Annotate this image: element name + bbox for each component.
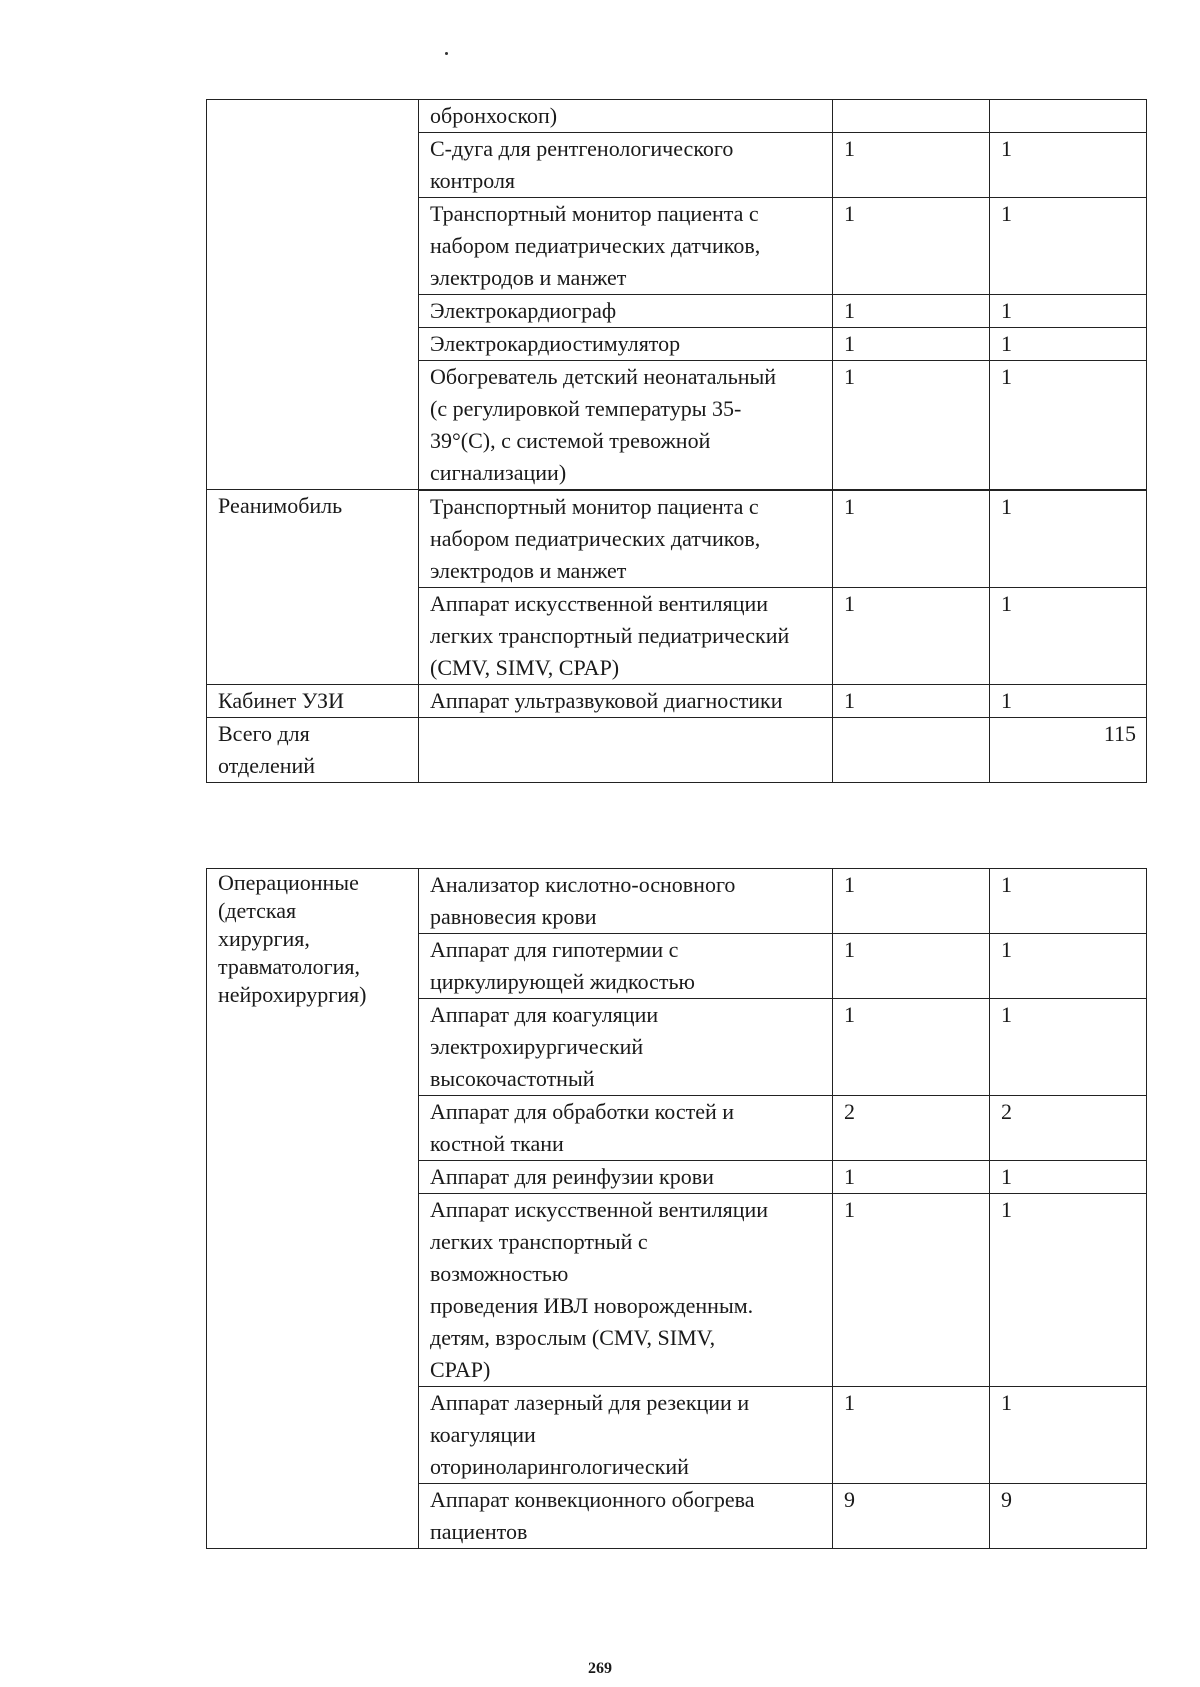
quantity-available-cell: 1 <box>990 133 1147 198</box>
quantity-available-cell: 1 <box>990 361 1147 490</box>
quantity-available-cell: 1 <box>990 1387 1147 1484</box>
quantity-available-cell: 1 <box>990 685 1147 718</box>
equipment-name-cell: Транспортный монитор пациента с набором педиатрических датчиков, электродов и манжет <box>419 198 833 295</box>
equipment-name-cell: Анализатор кислотно-основного равновесия крови <box>419 869 833 934</box>
equipment-name-cell: Электрокардиостимулятор <box>419 328 833 361</box>
quantity-required-cell: 1 <box>833 133 990 198</box>
equipment-name-cell: Аппарат для обработки костей и костной ткани <box>419 1096 833 1161</box>
quantity-required-cell: 1 <box>833 328 990 361</box>
quantity-required-cell <box>833 100 990 133</box>
table-row <box>207 869 1147 934</box>
quantity-required-cell: 1 <box>833 1161 990 1194</box>
quantity-required-cell: 1 <box>833 999 990 1096</box>
quantity-available-cell: 1 <box>990 198 1147 295</box>
department-cell: Реанимобиль <box>207 490 419 685</box>
equipment-name-cell: Аппарат конвекционного обогрева пациентов <box>419 1484 833 1549</box>
operating-rooms-table <box>206 868 1147 1549</box>
department-cell: Операционные (детская хирургия, травматология, нейрохирургия) <box>207 869 419 1549</box>
quantity-required-cell: 1 <box>833 869 990 934</box>
equipment-name-cell: Транспортный монитор пациента с набором педиатрических датчиков, электродов и манжет <box>419 491 833 588</box>
quantity-required-cell: 1 <box>833 491 990 588</box>
quantity-required-cell <box>833 718 990 783</box>
quantity-available-cell: 2 <box>990 1096 1147 1161</box>
quantity-required-cell: 9 <box>833 1484 990 1549</box>
quantity-available-cell: 1 <box>990 869 1147 934</box>
equipment-name-cell: Аппарат для реинфузии крови <box>419 1161 833 1194</box>
quantity-required-cell: 2 <box>833 1096 990 1161</box>
equipment-name-cell <box>419 718 833 783</box>
department-cell: Кабинет УЗИ <box>207 685 419 718</box>
table-row <box>207 685 1147 718</box>
equipment-name-cell: С-дуга для рентгенологического контроля <box>419 133 833 198</box>
equipment-name-cell: Аппарат для гипотермии с циркулирующей жидкостью <box>419 934 833 999</box>
equipment-name-cell: Аппарат ультразвуковой диагностики <box>419 685 833 718</box>
quantity-available-cell: 9 <box>990 1484 1147 1549</box>
department-cell <box>207 100 419 490</box>
quantity-required-cell: 1 <box>833 295 990 328</box>
scan-speck <box>445 52 448 55</box>
quantity-available-cell: 1 <box>990 295 1147 328</box>
quantity-required-cell: 1 <box>833 1387 990 1484</box>
quantity-available-cell <box>990 100 1147 133</box>
equipment-name-cell: обронхоскоп) <box>419 100 833 133</box>
equipment-name-cell: Аппарат искусственной вентиляции легких транспортный педиатрический (CMV, SIMV, CPAP) <box>419 588 833 685</box>
quantity-required-cell: 1 <box>833 934 990 999</box>
quantity-required-cell: 1 <box>833 198 990 295</box>
quantity-required-cell: 1 <box>833 685 990 718</box>
page-number: 269 <box>588 1660 612 1677</box>
quantity-available-cell: 1 <box>990 328 1147 361</box>
equipment-name-cell: Аппарат для коагуляции электрохирургический высокочастотный <box>419 999 833 1096</box>
quantity-required-cell: 1 <box>833 1194 990 1387</box>
equipment-name-cell: Аппарат искусственной вентиляции легких транспортный с возможностью проведения ИВЛ новорожденным. детям, взрослым (CMV, SIMV, CPAP) <box>419 1194 833 1387</box>
table-row <box>207 718 1147 783</box>
quantity-available-cell: 1 <box>990 934 1147 999</box>
total-label-cell: Всего для отделений <box>207 718 419 783</box>
quantity-available-cell: 1 <box>990 999 1147 1096</box>
quantity-required-cell: 1 <box>833 588 990 685</box>
total-value-cell: 115 <box>990 718 1147 783</box>
equipment-name-cell: Аппарат лазерный для резекции и коагуляции оториноларингологический <box>419 1387 833 1484</box>
quantity-available-cell: 1 <box>990 491 1147 588</box>
quantity-available-cell: 1 <box>990 588 1147 685</box>
quantity-available-cell: 1 <box>990 1194 1147 1387</box>
quantity-available-cell: 1 <box>990 1161 1147 1194</box>
table-row <box>207 100 1147 133</box>
quantity-required-cell: 1 <box>833 361 990 490</box>
equipment-table-continued <box>206 99 1147 783</box>
equipment-name-cell: Обогреватель детский неонатальный (с регулировкой температуры 35- 39°(С), с системой тревожной сигнализации) <box>419 361 833 490</box>
equipment-name-cell: Электрокардиограф <box>419 295 833 328</box>
